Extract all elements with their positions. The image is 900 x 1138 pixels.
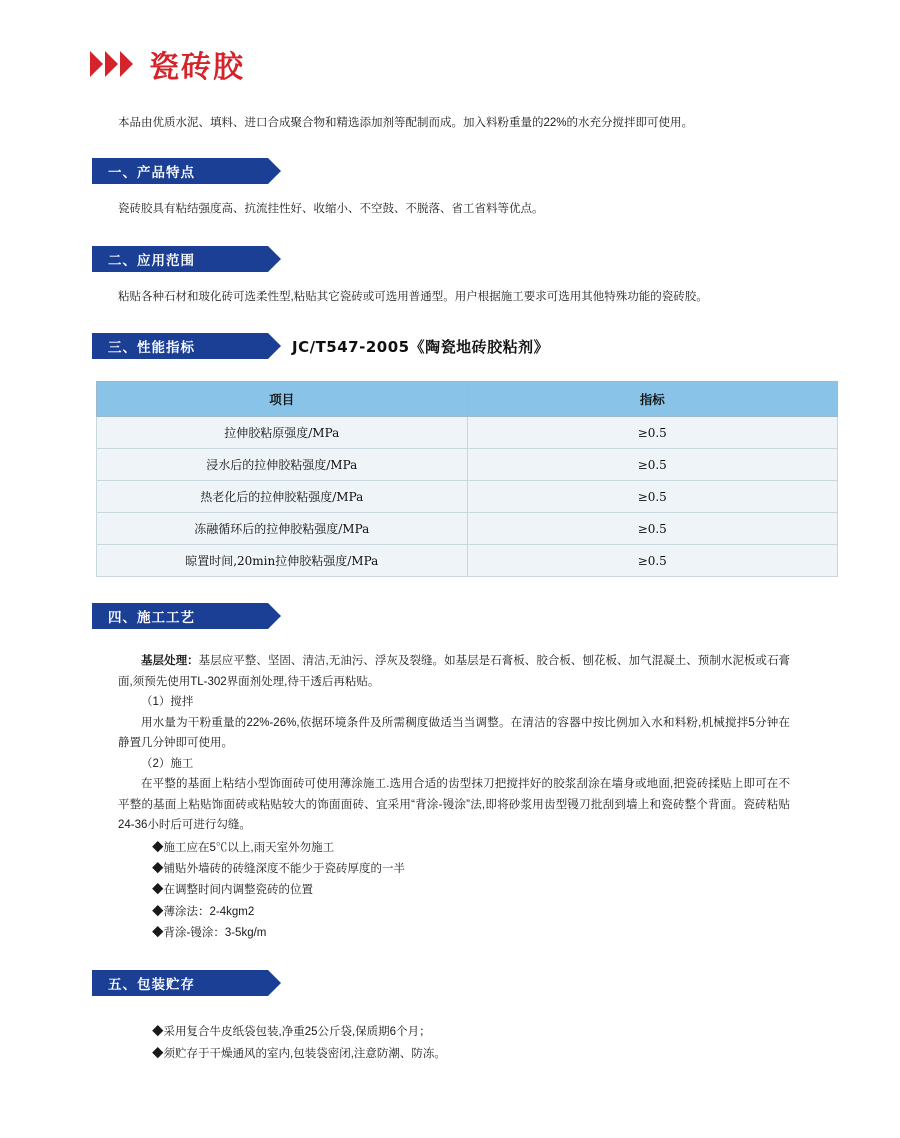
table-cell-value: ≥0.5 bbox=[467, 545, 838, 577]
table-cell-item: 热老化后的拉伸胶粘强度/MPa bbox=[97, 481, 468, 513]
list-item: ◆薄涂法：2-4kgm2 bbox=[152, 905, 255, 918]
step1-text: 用水量为干粉重量的22%-26%,依据环境条件及所需稠度做适当当调整。在清洁的容器中按比例加入水和料粉,机械搅拌5分钟在静置几分钟即可使用。 bbox=[118, 716, 790, 750]
page-title-row bbox=[62, 0, 838, 86]
step1-title: （1）搅拌 bbox=[141, 696, 194, 709]
base-treatment-paragraph bbox=[118, 651, 790, 692]
page-title: 瓷砖胶 bbox=[149, 50, 245, 85]
packaging-list bbox=[62, 1022, 838, 1066]
section-heading-banner bbox=[62, 333, 238, 359]
list-item: ◆铺贴外墙砖的砖缝深度不能少于瓷砖厚度的一半 bbox=[152, 862, 405, 875]
section-packaging-storage bbox=[62, 970, 838, 1066]
table-cell-value: ≥0.5 bbox=[467, 417, 838, 449]
standard-reference: JC/T547-2005《陶瓷地砖胶粘剂》 bbox=[292, 338, 550, 357]
table-cell-item: 拉伸胶粘原强度/MPa bbox=[97, 417, 468, 449]
table-cell-item: 晾置时间,20min拉伸胶粘强度/MPa bbox=[97, 545, 468, 577]
step2-title: （2）施工 bbox=[141, 757, 194, 770]
table-row bbox=[97, 417, 838, 449]
table-row bbox=[97, 449, 838, 481]
table-row bbox=[97, 513, 838, 545]
section-heading-label: 四、施工工艺 bbox=[108, 610, 195, 626]
step2-text: 在平整的基面上粘结小型饰面砖可使用薄涂施工.选用合适的齿型抹刀把搅拌好的胶浆刮涂在墙身或地面,把瓷砖揉贴上即可在不平整的基面上粘贴饰面砖或粘贴较大的饰面面砖、宜采用“背涂-镘涂”法,即将砂浆用齿型镘刀批刮到墙上和瓷砖整个背面。瓷砖粘贴24-36小时后可进行勾缝。 bbox=[118, 778, 790, 832]
table-cell-value: ≥0.5 bbox=[467, 481, 838, 513]
list-item: ◆须贮存于干燥通风的室内,包装袋密闭,注意防潮、防冻。 bbox=[152, 1047, 446, 1060]
list-item: ◆在调整时间内调整瓷砖的位置 bbox=[152, 884, 313, 897]
base-treatment-label: 基层处理： bbox=[141, 655, 199, 668]
section-heading-label: 二、应用范围 bbox=[108, 252, 195, 268]
construction-body bbox=[62, 651, 838, 944]
chevron-right-icon bbox=[90, 51, 135, 77]
table-header-row bbox=[97, 382, 838, 417]
table-row bbox=[97, 545, 838, 577]
construction-bullet-list bbox=[118, 838, 790, 944]
table-cell-value: ≥0.5 bbox=[467, 449, 838, 481]
section-heading-banner bbox=[62, 970, 238, 996]
table-row bbox=[97, 481, 838, 513]
base-treatment-text: 基层应平整、坚固、清洁,无油污、浮灰及裂缝。如基层是石膏板、胶合板、刨花板、加气混凝土、预制水泥板或石膏面,须预先使用TL-302界面剂处理,待干透后再粘贴。 bbox=[118, 655, 790, 688]
table-cell-item: 浸水后的拉伸胶粘强度/MPa bbox=[97, 449, 468, 481]
table-header-cell: 指标 bbox=[467, 382, 838, 417]
section-heading-banner bbox=[62, 158, 238, 184]
section-product-features bbox=[62, 158, 838, 220]
section-heading-label: 五、包装贮存 bbox=[108, 977, 195, 993]
section-application-scope bbox=[62, 246, 838, 308]
list-item: ◆背涂-镘涂：3-5kg/m bbox=[152, 926, 267, 939]
intro-paragraph: 本品由优质水泥、填料、进口合成聚合物和精选添加剂等配制而成。加入料粉重量的22%的水充分搅拌即可使用。 bbox=[118, 117, 694, 129]
section-body-text: 粘贴各种石材和玻化砖可选柔性型,粘贴其它瓷砖或可选用普通型。用户根据施工要求可选用其他特殊功能的瓷砖胶。 bbox=[118, 290, 708, 303]
table-cell-value: ≥0.5 bbox=[467, 513, 838, 545]
section-heading-banner bbox=[62, 246, 238, 272]
table-header-cell: 项目 bbox=[97, 382, 468, 417]
section-heading-label: 三、性能指标 bbox=[108, 340, 195, 356]
table-cell-item: 冻融循环后的拉伸胶粘强度/MPa bbox=[97, 513, 468, 545]
section-construction-process bbox=[62, 603, 838, 944]
section-performance-indicators bbox=[62, 333, 838, 577]
list-item: ◆采用复合牛皮纸袋包装,净重25公斤袋,保质期6个月； bbox=[152, 1026, 431, 1039]
list-item: ◆施工应在5℃以上,雨天室外勿施工 bbox=[152, 841, 335, 854]
section-heading-banner bbox=[62, 603, 238, 629]
section-heading-label: 一、产品特点 bbox=[108, 165, 195, 181]
section-body-text: 瓷砖胶具有粘结强度高、抗流挂性好、收缩小、不空鼓、不脱落、省工省料等优点。 bbox=[118, 203, 544, 216]
performance-table bbox=[96, 381, 838, 577]
